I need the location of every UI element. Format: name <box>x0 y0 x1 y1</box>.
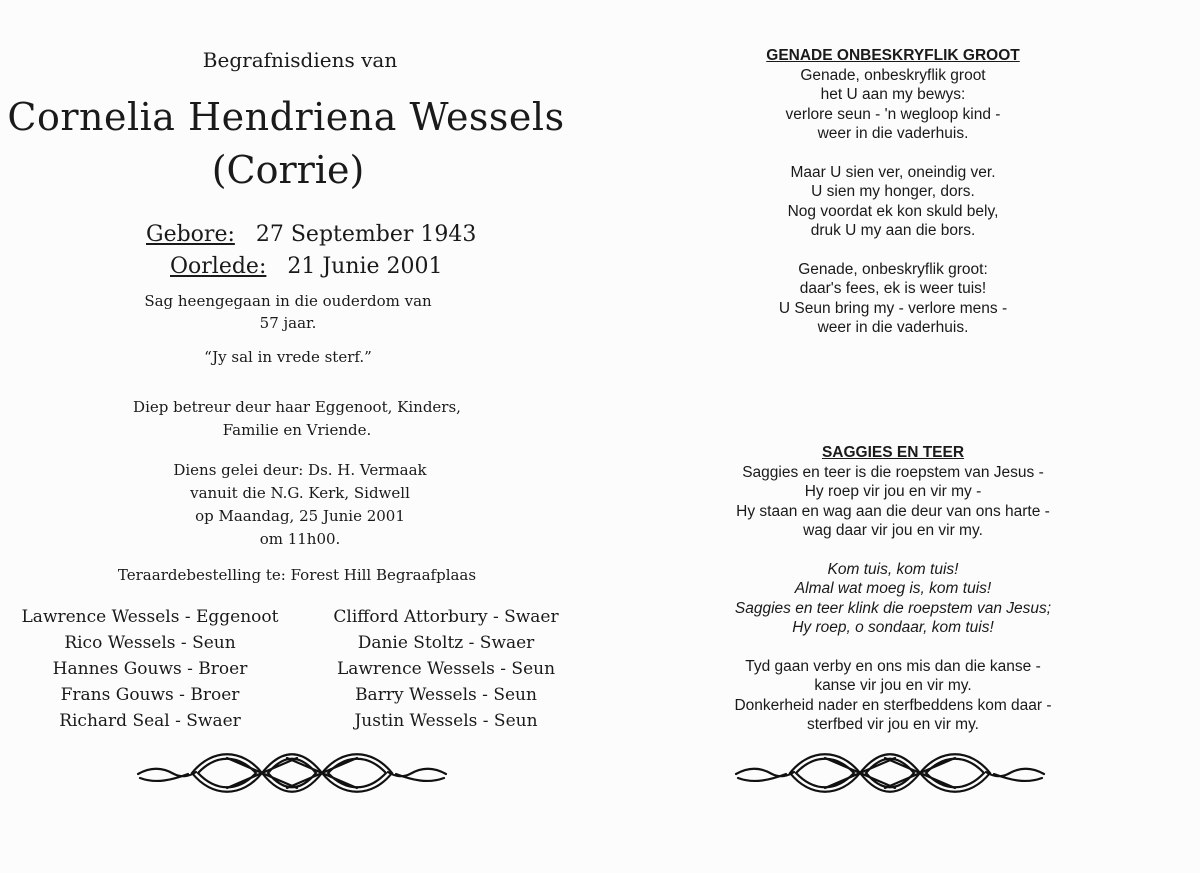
hymn-stanza <box>600 657 1186 735</box>
died-row <box>170 254 476 286</box>
hymn-line: Hy roep, o sondaar, kom tuis! <box>792 619 994 636</box>
deceased-name: Cornelia Hendriena Wessels <box>7 95 565 139</box>
pallbearers-left <box>20 604 280 734</box>
aged-line-2: 57 jaar. <box>259 314 317 332</box>
pallbearer: Clifford Attorbury - Swaer <box>333 607 559 627</box>
born-label: Gebore: <box>146 222 235 247</box>
celtic-knot-divider-icon <box>132 748 452 798</box>
died-label: Oorlede: <box>170 254 267 279</box>
pallbearer: Lawrence Wessels - Eggenoot <box>21 607 279 627</box>
hymn-stanza <box>600 463 1186 541</box>
life-dates <box>146 222 476 286</box>
hymn-line: Maar U sien ver, oneindig ver. <box>790 163 996 181</box>
hymn-line: Kom tuis, kom tuis! <box>827 560 959 578</box>
mourned-line-1: Diep betreur deur haar Eggenoot, Kinders, <box>133 398 461 416</box>
service-line: vanuit die N.G. Kerk, Sidwell <box>190 484 410 502</box>
pallbearer: Barry Wessels - Seun <box>355 685 537 705</box>
scripture-quote: “Jy sal in vrede sterf.” <box>204 348 372 366</box>
pallbearer: Justin Wessels - Seun <box>354 711 538 731</box>
hymn-line: Saggies en teer klink die roepstem van Jesus; <box>734 599 1052 617</box>
hymn-line: Nog voordat ek kon skuld bely, <box>787 202 999 220</box>
aged-line-1: Sag heengegaan in die ouderdom van <box>144 292 432 310</box>
hymn-line: weer in die vaderhuis. <box>817 319 969 336</box>
hymn-line: U Seun bring my - verlore mens - <box>778 299 1008 317</box>
right-page <box>600 0 1200 873</box>
pallbearer: Rico Wessels - Seun <box>64 633 236 653</box>
hymn-line: Donkerheid nader en sterfbeddens kom daar - <box>734 696 1052 714</box>
hymn-line: Genade, onbeskryflik groot: <box>798 260 988 278</box>
born-row <box>146 222 476 254</box>
born-date: 27 September 1943 <box>255 222 477 247</box>
hymn-line: Saggies en teer is die roepstem van Jesus - <box>742 463 1044 481</box>
hymn-line: daar's fees, ek is weer tuis! <box>799 280 987 297</box>
service-line: om 11h00. <box>259 530 341 548</box>
hymn-line: Genade, onbeskryflik groot <box>800 66 986 84</box>
service-line: op Maandag, 25 Junie 2001 <box>195 507 405 525</box>
hymn-saggies <box>600 443 1186 754</box>
hymn-line: druk U my aan die bors. <box>810 222 976 239</box>
hymn-title: GENADE ONBESKRYFLIK GROOT <box>766 47 1020 64</box>
service-line: Diens gelei deur: Ds. H. Vermaak <box>173 461 427 479</box>
pallbearer: Richard Seal - Swaer <box>59 711 241 731</box>
pallbearer: Lawrence Wessels - Seun <box>336 659 556 679</box>
died-date: 21 Junie 2001 <box>287 254 443 279</box>
hymn-line: kanse vir jou en vir my. <box>814 677 972 694</box>
hymn-line: het U aan my bewys: <box>820 86 966 103</box>
mourned-line-2: Familie en Vriende. <box>222 421 372 439</box>
hymn-line: Hy roep vir jou en vir my - <box>804 483 982 500</box>
celtic-knot-divider-icon <box>730 748 1050 798</box>
hymn-line: Almal wat moeg is, kom tuis! <box>794 580 992 597</box>
burial-location: Teraardebestelling te: Forest Hill Begraafplaas <box>117 566 477 584</box>
hymn-line: sterfbed vir jou en vir my. <box>807 716 979 733</box>
hymn-title: SAGGIES EN TEER <box>821 444 965 461</box>
pallbearer: Frans Gouws - Broer <box>60 685 240 705</box>
hymn-line: verlore seun - 'n wegloop kind - <box>785 105 1001 123</box>
pallbearers-right <box>316 604 576 734</box>
hymn-genade <box>600 46 1186 357</box>
deceased-nickname: (Corrie) <box>211 148 365 192</box>
hymn-line: weer in die vaderhuis. <box>817 125 969 142</box>
hymn-line: Tyd gaan verby en ons mis dan die kanse - <box>745 657 1041 675</box>
pallbearer: Hannes Gouws - Broer <box>52 659 248 679</box>
hymn-line: Hy staan en wag aan die deur van ons harte - <box>736 502 1050 520</box>
hymn-line: U sien my honger, dors. <box>811 183 975 200</box>
hymn-chorus <box>600 560 1186 638</box>
service-details <box>0 459 600 551</box>
hymn-stanza <box>600 66 1186 144</box>
service-intro: Begrafnisdiens van <box>202 48 398 72</box>
hymn-stanza <box>600 163 1186 241</box>
pallbearer: Danie Stoltz - Swaer <box>357 633 535 653</box>
hymn-stanza <box>600 260 1186 338</box>
hymn-line: wag daar vir jou en vir my. <box>803 522 983 539</box>
